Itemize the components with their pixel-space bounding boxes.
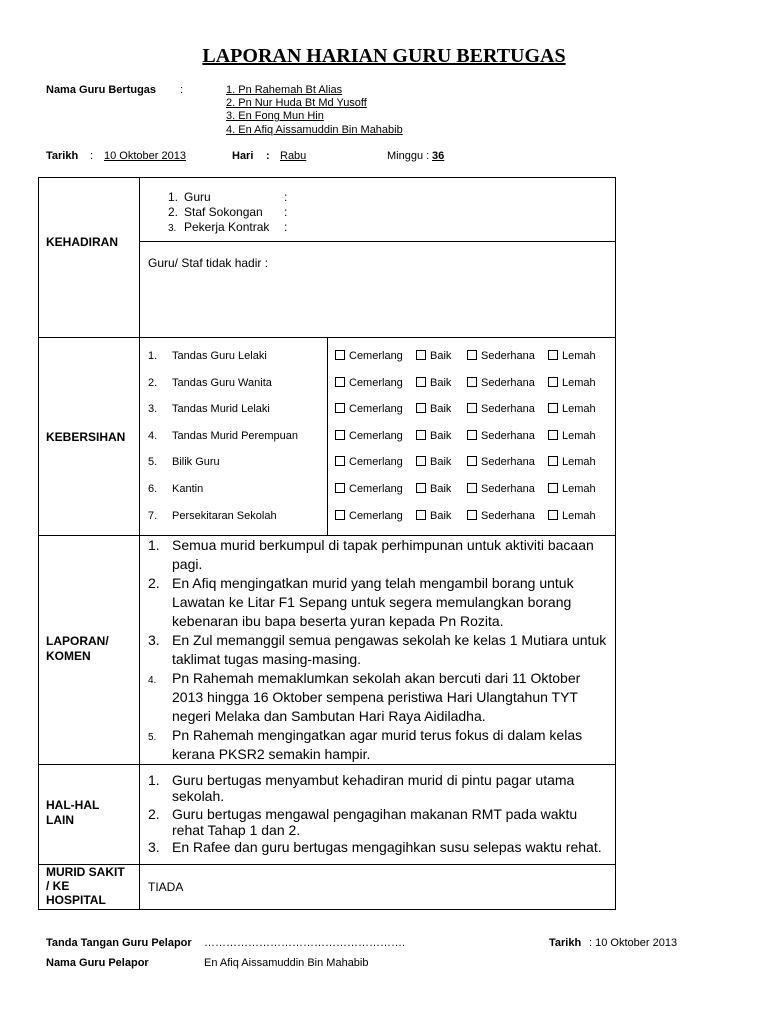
footer-tarikh-label: Tarikh: [549, 937, 582, 949]
rating-option-sederhana[interactable]: Sederhana: [467, 430, 535, 442]
rating-option-lemah[interactable]: Lemah: [548, 430, 596, 442]
hal-item-2: 2. Guru bertugas mengawal pengagihan makanan RMT pada waktu rehat Tahap 1 dan 2.: [148, 806, 578, 838]
checkbox-icon[interactable]: [335, 483, 345, 493]
rating-option-baik[interactable]: Baik: [416, 483, 451, 495]
tarikh-label: Tarikh: [46, 150, 79, 162]
checkbox-icon[interactable]: [416, 456, 426, 466]
rating-option-lemah[interactable]: Lemah: [548, 483, 596, 495]
nama-guru-colon: :: [180, 84, 184, 96]
kehadiran-guru: 1. Guru :: [168, 190, 288, 204]
rating-option-cemerlang[interactable]: Cemerlang: [335, 403, 403, 415]
checkbox-icon[interactable]: [335, 403, 345, 413]
signature-label: Tanda Tangan Guru Pelapor: [46, 937, 192, 949]
kehadiran-kontrak: 3. Pekerja Kontrak :: [168, 220, 288, 234]
rating-option-lemah[interactable]: Lemah: [548, 350, 596, 362]
tarikh-colon: :: [90, 150, 94, 162]
checkbox-icon[interactable]: [548, 403, 558, 413]
footer-tarikh-value: : 10 Oktober 2013: [589, 937, 678, 949]
laporan-item-3: 3. En Zul memanggil semua pengawas sekolah ke kelas 1 Mutiara untuk taklimat tugas masing-masing.: [148, 632, 607, 667]
minggu-label: Minggu :: [387, 150, 430, 162]
checkbox-icon[interactable]: [335, 510, 345, 520]
minggu-value: 36: [432, 150, 445, 162]
rating-option-baik[interactable]: Baik: [416, 350, 451, 362]
kebersihan-label: KEBERSIHAN: [46, 430, 126, 444]
tarikh-value: 10 Oktober 2013: [104, 150, 186, 162]
checkbox-icon[interactable]: [335, 430, 345, 440]
kebersihan-row-label: 3. Tandas Murid Lelaki: [148, 403, 270, 415]
checkbox-icon[interactable]: [416, 377, 426, 387]
checkbox-icon[interactable]: [467, 483, 477, 493]
checkbox-icon[interactable]: [467, 456, 477, 466]
rating-option-cemerlang[interactable]: Cemerlang: [335, 456, 403, 468]
checkbox-icon[interactable]: [467, 350, 477, 360]
nama-pelapor-value: En Afiq Aissamuddin Bin Mahabib: [204, 957, 369, 969]
rating-option-cemerlang[interactable]: Cemerlang: [335, 430, 403, 442]
laporan-item-4: 4. Pn Rahemah memaklumkan sekolah akan bercuti dari 11 Oktober 2013 hingga 16 Oktober sempena peristiwa Hari Ulangtahun TYT negeri Melaka dan Sambutan Hari Raya Aidiladha.: [148, 670, 581, 724]
rating-option-cemerlang[interactable]: Cemerlang: [335, 350, 403, 362]
rating-option-sederhana[interactable]: Sederhana: [467, 510, 535, 522]
rating-option-lemah[interactable]: Lemah: [548, 456, 596, 468]
rating-option-cemerlang[interactable]: Cemerlang: [335, 377, 403, 389]
rating-option-sederhana[interactable]: Sederhana: [467, 403, 535, 415]
rating-option-lemah[interactable]: Lemah: [548, 377, 596, 389]
rating-option-sederhana[interactable]: Sederhana: [467, 456, 535, 468]
absent-label: Guru/ Staf tidak hadir :: [148, 256, 269, 270]
checkbox-icon[interactable]: [335, 456, 345, 466]
checkbox-icon[interactable]: [416, 510, 426, 520]
kebersihan-row-label: 4. Tandas Murid Perempuan: [148, 430, 298, 442]
checkbox-icon[interactable]: [548, 350, 558, 360]
checkbox-icon[interactable]: [467, 377, 477, 387]
teacher-4: 4. En Afiq Aissamuddin Bin Mahabib: [226, 124, 403, 136]
rating-option-lemah[interactable]: Lemah: [548, 403, 596, 415]
rating-option-sederhana[interactable]: Sederhana: [467, 483, 535, 495]
checkbox-icon[interactable]: [467, 510, 477, 520]
kebersihan-row-label: 2. Tandas Guru Wanita: [148, 377, 272, 389]
rating-option-cemerlang[interactable]: Cemerlang: [335, 483, 403, 495]
nama-guru-label: Nama Guru Bertugas: [46, 84, 157, 96]
teacher-1: 1. Pn Rahemah Bt Alias: [226, 84, 343, 96]
murid-sakit-label: MURID SAKIT / KE HOSPITAL: [46, 865, 125, 907]
checkbox-icon[interactable]: [467, 430, 477, 440]
hal-hal-lain-label: HAL-HAL LAIN: [46, 798, 100, 827]
rating-option-baik[interactable]: Baik: [416, 377, 451, 389]
hari-colon: :: [266, 150, 270, 162]
rating-option-baik[interactable]: Baik: [416, 403, 451, 415]
rating-option-lemah[interactable]: Lemah: [548, 510, 596, 522]
checkbox-icon[interactable]: [548, 483, 558, 493]
kebersihan-row-label: 6. Kantin: [148, 483, 204, 495]
hal-item-1: 1. Guru bertugas menyambut kehadiran murid di pintu pagar utama sekolah.: [148, 772, 575, 804]
kebersihan-row-label: 5. Bilik Guru: [148, 456, 220, 468]
teacher-2: 2. Pn Nur Huda Bt Md Yusoff: [226, 97, 367, 109]
kehadiran-staf: 2. Staf Sokongan :: [168, 205, 288, 219]
checkbox-icon[interactable]: [335, 377, 345, 387]
checkbox-icon[interactable]: [416, 483, 426, 493]
nama-pelapor-label: Nama Guru Pelapor: [46, 957, 149, 969]
rating-option-baik[interactable]: Baik: [416, 430, 451, 442]
page-title: LAPORAN HARIAN GURU BERTUGAS: [202, 45, 566, 67]
kebersihan-row-label: 1. Tandas Guru Lelaki: [148, 350, 267, 362]
rating-option-sederhana[interactable]: Sederhana: [467, 377, 535, 389]
hari-value: Rabu: [280, 150, 307, 162]
rating-option-cemerlang[interactable]: Cemerlang: [335, 510, 403, 522]
hari-label: Hari: [232, 150, 254, 162]
checkbox-icon[interactable]: [467, 403, 477, 413]
checkbox-icon[interactable]: [416, 430, 426, 440]
checkbox-icon[interactable]: [548, 430, 558, 440]
rating-option-sederhana[interactable]: Sederhana: [467, 350, 535, 362]
kehadiran-label: KEHADIRAN: [46, 235, 118, 249]
laporan-item-1: 1. Semua murid berkumpul di tapak perhimpunan untuk aktiviti bacaan pagi.: [148, 537, 594, 572]
checkbox-icon[interactable]: [548, 510, 558, 520]
laporan-item-2: 2. En Afiq mengingatkan murid yang telah mengambil borang untuk Lawatan ke Litar F1 Sepang untuk segera memulangkan borang kebenaran ibu bapa beserta yuran kepada Pn Rozita.: [148, 575, 574, 629]
rating-option-baik[interactable]: Baik: [416, 456, 451, 468]
laporan-label: LAPORAN/ KOMEN: [46, 634, 109, 663]
checkbox-icon[interactable]: [335, 350, 345, 360]
checkbox-icon[interactable]: [416, 403, 426, 413]
signature-line: ……………………………………………….: [204, 937, 406, 949]
teacher-3: 3. En Fong Mun Hin: [226, 110, 324, 122]
hal-item-3: 3. En Rafee dan guru bertugas mengagihkan susu selepas waktu rehat.: [148, 839, 602, 855]
murid-sakit-value: TIADA: [148, 880, 184, 894]
checkbox-icon[interactable]: [548, 456, 558, 466]
rating-option-baik[interactable]: Baik: [416, 510, 451, 522]
checkbox-icon[interactable]: [548, 377, 558, 387]
kebersihan-row-label: 7. Persekitaran Sekolah: [148, 510, 277, 522]
checkbox-icon[interactable]: [416, 350, 426, 360]
laporan-item-5: 5. Pn Rahemah mengingatkan agar murid terus fokus di dalam kelas kerana PKSR2 semakin hampir.: [148, 727, 583, 762]
